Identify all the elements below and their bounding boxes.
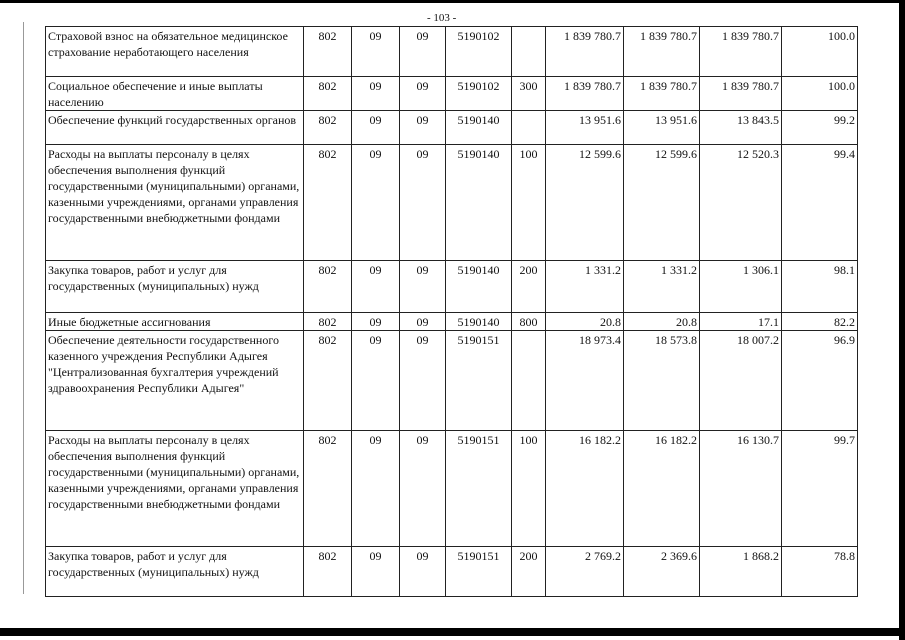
execution-percent: 100.0 bbox=[782, 77, 858, 111]
amount-executed: 17.1 bbox=[700, 313, 782, 331]
subsection-code: 09 bbox=[400, 145, 446, 261]
table-row bbox=[46, 27, 858, 77]
amount-approved: 1 839 780.7 bbox=[546, 27, 624, 77]
expense-name: Закупка товаров, работ и услуг для государственных (муниципальных) нужд bbox=[46, 261, 304, 313]
amount-approved: 2 769.2 bbox=[546, 547, 624, 597]
target-article-code: 5190140 bbox=[446, 261, 512, 313]
section-code: 09 bbox=[352, 261, 400, 313]
amount-approved: 1 331.2 bbox=[546, 261, 624, 313]
section-code: 09 bbox=[352, 111, 400, 145]
amount-revised: 2 369.6 bbox=[624, 547, 700, 597]
expense-name: Обеспечение функций государственных органов bbox=[46, 111, 304, 145]
table-row bbox=[46, 431, 858, 547]
ministry-code: 802 bbox=[304, 313, 352, 331]
expense-name: Закупка товаров, работ и услуг для государственных (муниципальных) нужд bbox=[46, 547, 304, 597]
table-row bbox=[46, 111, 858, 145]
target-article-code: 5190140 bbox=[446, 313, 512, 331]
amount-revised: 1 839 780.7 bbox=[624, 27, 700, 77]
expense-type-code: 200 bbox=[512, 261, 546, 313]
amount-approved: 18 973.4 bbox=[546, 331, 624, 431]
execution-percent: 99.2 bbox=[782, 111, 858, 145]
amount-executed: 18 007.2 bbox=[700, 331, 782, 431]
execution-percent: 98.1 bbox=[782, 261, 858, 313]
page-right-border bbox=[899, 0, 905, 640]
ministry-code: 802 bbox=[304, 261, 352, 313]
expense-type-code: 200 bbox=[512, 547, 546, 597]
amount-approved: 12 599.6 bbox=[546, 145, 624, 261]
subsection-code: 09 bbox=[400, 111, 446, 145]
amount-executed: 13 843.5 bbox=[700, 111, 782, 145]
expense-name: Страховой взнос на обязательное медицинское страхование неработающего населения bbox=[46, 27, 304, 77]
table-row bbox=[46, 313, 858, 331]
table-row bbox=[46, 261, 858, 313]
amount-executed: 1 839 780.7 bbox=[700, 27, 782, 77]
amount-revised: 13 951.6 bbox=[624, 111, 700, 145]
execution-percent: 96.9 bbox=[782, 331, 858, 431]
target-article-code: 5190140 bbox=[446, 111, 512, 145]
expense-type-code: 800 bbox=[512, 313, 546, 331]
amount-executed: 1 839 780.7 bbox=[700, 77, 782, 111]
execution-percent: 82.2 bbox=[782, 313, 858, 331]
table-row bbox=[46, 145, 858, 261]
section-code: 09 bbox=[352, 331, 400, 431]
expense-type-code: 300 bbox=[512, 77, 546, 111]
subsection-code: 09 bbox=[400, 547, 446, 597]
amount-revised: 20.8 bbox=[624, 313, 700, 331]
amount-approved: 16 182.2 bbox=[546, 431, 624, 547]
expense-type-code: 100 bbox=[512, 431, 546, 547]
subsection-code: 09 bbox=[400, 331, 446, 431]
target-article-code: 5190102 bbox=[446, 77, 512, 111]
ministry-code: 802 bbox=[304, 27, 352, 77]
subsection-code: 09 bbox=[400, 313, 446, 331]
amount-executed: 12 520.3 bbox=[700, 145, 782, 261]
table-row bbox=[46, 331, 858, 431]
subsection-code: 09 bbox=[400, 27, 446, 77]
section-code: 09 bbox=[352, 145, 400, 261]
target-article-code: 5190151 bbox=[446, 431, 512, 547]
ministry-code: 802 bbox=[304, 331, 352, 431]
target-article-code: 5190140 bbox=[446, 145, 512, 261]
amount-revised: 1 331.2 bbox=[624, 261, 700, 313]
amount-executed: 1 306.1 bbox=[700, 261, 782, 313]
execution-percent: 99.7 bbox=[782, 431, 858, 547]
expense-name: Социальное обеспечение и иные выплаты населению bbox=[46, 77, 304, 111]
amount-executed: 1 868.2 bbox=[700, 547, 782, 597]
table-row bbox=[46, 77, 858, 111]
amount-executed: 16 130.7 bbox=[700, 431, 782, 547]
section-code: 09 bbox=[352, 547, 400, 597]
amount-approved: 1 839 780.7 bbox=[546, 77, 624, 111]
subsection-code: 09 bbox=[400, 261, 446, 313]
amount-approved: 13 951.6 bbox=[546, 111, 624, 145]
ministry-code: 802 bbox=[304, 145, 352, 261]
expense-type-code bbox=[512, 111, 546, 145]
target-article-code: 5190151 bbox=[446, 331, 512, 431]
page-top-border bbox=[0, 0, 905, 3]
section-code: 09 bbox=[352, 431, 400, 547]
expense-type-code: 100 bbox=[512, 145, 546, 261]
amount-revised: 12 599.6 bbox=[624, 145, 700, 261]
target-article-code: 5190151 bbox=[446, 547, 512, 597]
expense-type-code bbox=[512, 331, 546, 431]
ministry-code: 802 bbox=[304, 547, 352, 597]
ministry-code: 802 bbox=[304, 77, 352, 111]
expense-name: Расходы на выплаты персоналу в целях обеспечения выполнения функций государственными (муниципальными) органами, казенными учреждениями, органами управления государственными внебюджетными фондами bbox=[46, 145, 304, 261]
page-number: - 103 - bbox=[427, 12, 457, 24]
amount-revised: 1 839 780.7 bbox=[624, 77, 700, 111]
expense-name: Расходы на выплаты персоналу в целях обеспечения выполнения функций государственными (муниципальными) органами, казенными учреждениями, органами управления государственными внебюджетными фондами bbox=[46, 431, 304, 547]
page-bottom-border bbox=[0, 628, 905, 636]
section-code: 09 bbox=[352, 313, 400, 331]
section-code: 09 bbox=[352, 77, 400, 111]
expense-name: Обеспечение деятельности государственного казенного учреждения Республики Адыгея "Централизованная бухгалтерия учреждений здравоохранения Республики Адыгея" bbox=[46, 331, 304, 431]
subsection-code: 09 bbox=[400, 431, 446, 547]
ministry-code: 802 bbox=[304, 111, 352, 145]
amount-revised: 18 573.8 bbox=[624, 331, 700, 431]
execution-percent: 99.4 bbox=[782, 145, 858, 261]
subsection-code: 09 bbox=[400, 77, 446, 111]
expense-type-code bbox=[512, 27, 546, 77]
amount-approved: 20.8 bbox=[546, 313, 624, 331]
budget-table bbox=[45, 26, 858, 597]
ministry-code: 802 bbox=[304, 431, 352, 547]
amount-revised: 16 182.2 bbox=[624, 431, 700, 547]
table-row bbox=[46, 547, 858, 597]
expense-name: Иные бюджетные ассигнования bbox=[46, 313, 304, 331]
target-article-code: 5190102 bbox=[446, 27, 512, 77]
execution-percent: 78.8 bbox=[782, 547, 858, 597]
section-code: 09 bbox=[352, 27, 400, 77]
scan-margin-line bbox=[23, 22, 24, 594]
execution-percent: 100.0 bbox=[782, 27, 858, 77]
